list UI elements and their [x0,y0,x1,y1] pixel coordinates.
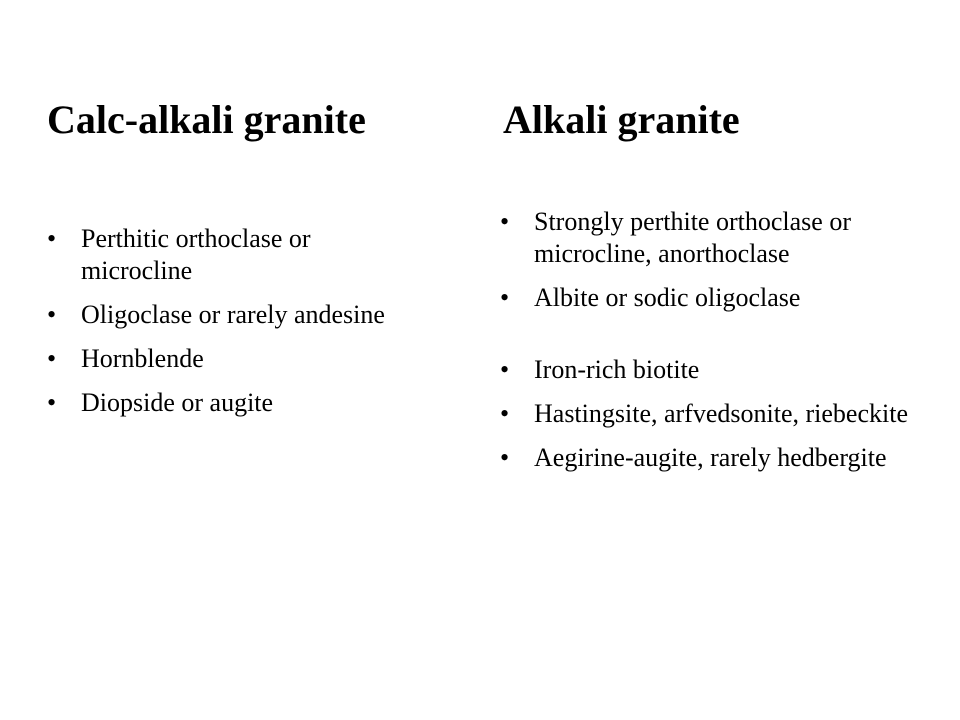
alkali-heading: Alkali granite [503,97,740,142]
calc-alkali-heading: Calc-alkali granite [47,97,366,142]
list-item-text: Aegirine-augite, rarely hedbergite [534,443,887,472]
list-item [47,299,417,331]
list-item [500,354,950,386]
list-item-text: Perthitic orthoclase or microcline [81,224,311,285]
alkali-list [500,206,950,486]
bullet-icon: • [500,443,510,472]
bullet-icon: • [500,355,510,384]
list-item [500,206,950,270]
list-item [47,387,417,419]
list-item [500,282,950,314]
list-item [47,223,417,287]
bullet-icon: • [500,399,510,428]
bullet-icon: • [500,283,510,312]
list-item [47,343,417,375]
list-item-text: Oligoclase or rarely andesine [81,300,385,329]
bullet-icon: • [500,207,510,236]
bullet-icon: • [47,344,57,373]
calc-alkali-list [47,223,417,431]
list-item [500,398,950,430]
bullet-icon: • [47,300,57,329]
list-item-text: Hastingsite, arfvedsonite, riebeckite [534,399,908,428]
bullet-icon: • [47,224,57,253]
list-item-text: Iron-rich biotite [534,355,700,384]
list-item [500,442,950,474]
list-item-text: Strongly perthite orthoclase or microcline, anorthoclase [534,207,851,268]
bullet-icon: • [47,388,57,417]
list-item-text: Diopside or augite [81,388,274,417]
list-item-text: Albite or sodic oligoclase [534,283,801,312]
list-item-text: Hornblende [81,344,204,373]
